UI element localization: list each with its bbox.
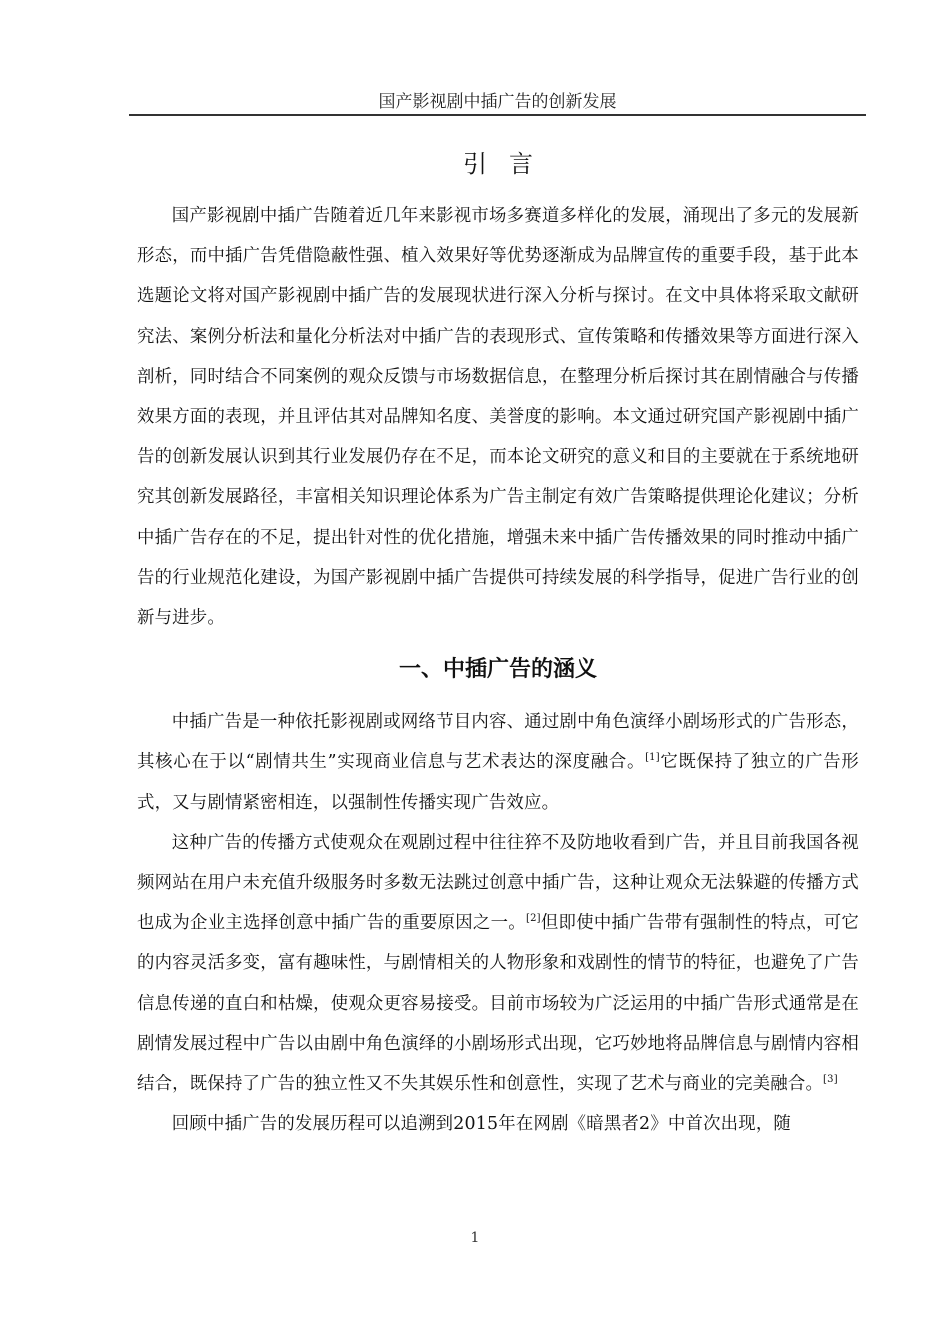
citation-ref: [3]	[823, 1074, 838, 1086]
paragraph-text: 中插广告是一种依托影视剧或网络节目内容、通过剧中角色演绎小剧场形式的广告形态，其核心在于以“剧情共生”实现商业信息与艺术表达的深度融合。	[137, 712, 859, 773]
paragraph-text: 它既保持了独立的广告形式，又与剧情紧密相连，以强制性传播实现广告效应。	[137, 752, 859, 813]
section-paragraph	[137, 823, 859, 1104]
intro-paragraph: 国产影视剧中插广告随着近几年来影视市场多赛道多样化的发展，涌现出了多元的发展新形态，而中插广告凭借隐蔽性强、植入效果好等优势逐渐成为品牌宣传的重要手段，基于此本选题论文将对国产影视剧中插广告的发展现状进行深入分析与探讨。在文中具体将采取文献研究法、案例分析法和量化分析法对中插广告的表现形式、宣传策略和传播效果等方面进行深入剖析，同时结合不同案例的观众反馈与市场数据信息，在整理分析后探讨其在剧情融合与传播效果方面的表现，并且评估其对品牌知名度、美誉度的影响。本文通过研究国产影视剧中插广告的创新发展认识到其行业发展仍存在不足，而本论文研究的意义和目的主要就在于系统地研究其创新发展路径，丰富相关知识理论体系为广告主制定有效广告策略提供理论化建议；分析中插广告存在的不足，提出针对性的优化措施，增强未来中插广告传播效果的同时推动中插广告的行业规范化建设，为国产影视剧中插广告提供可持续发展的科学指导，促进广告行业的创新与进步。	[137, 206, 859, 629]
paragraph-text: 但即使中插广告带有强制性的特点，可它的内容灵活多变，富有趣味性，与剧情相关的人物形象和戏剧性的情节的特征，也避免了广告信息传递的直白和枯燥，使观众更容易接受。目前市场较为广泛运用的中插广告形式通常是在剧情发展过程中广告以由剧中角色演绎的小剧场形式出现，它巧妙地将品牌信息与剧情内容相结合，既保持了广告的独立性又不失其娱乐性和创意性，实现了艺术与商业的完美融合。	[137, 913, 860, 1095]
section-paragraph	[137, 702, 859, 823]
page-content	[137, 140, 859, 1144]
running-header: 国产影视剧中插广告的创新发展	[378, 92, 617, 112]
paragraph-text: 这种广告的传播方式使观众在观剧过程中往往猝不及防地收看到广告，并且目前我国各视频网站在用户未充值升级服务时多数无法跳过创意中插广告，这种让观众无法躲避的传播方式也成为企业主选择创意中插广告的重要原因之一。	[137, 832, 859, 934]
citation-ref: [2]	[525, 913, 541, 925]
citation-ref: [1]	[645, 752, 660, 764]
intro-title: 引言	[463, 150, 555, 178]
section-paragraph: 回顾中插广告的发展历程可以追溯到2015年在网剧《暗黑者2》中首次出现，随	[171, 1114, 792, 1135]
page-number: 1	[470, 1230, 480, 1246]
section-title: 一、中插广告的涵义	[398, 657, 597, 683]
header-rule	[129, 114, 866, 116]
